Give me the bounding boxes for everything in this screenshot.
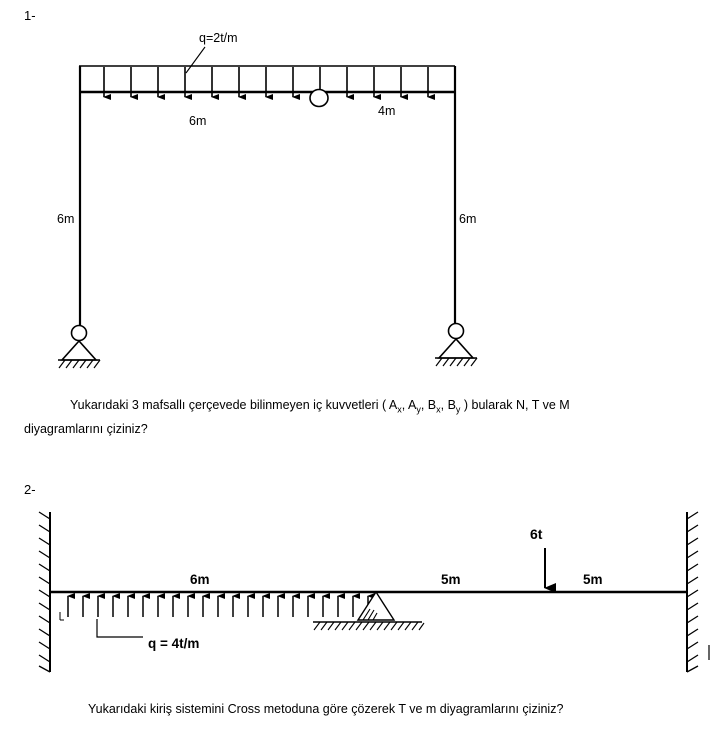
fixed-support-right: [687, 512, 698, 672]
support-left: [58, 326, 100, 369]
load-extent-ticks: [60, 612, 64, 620]
fixed-support-left: [39, 512, 50, 672]
label-dist-load: q = 4t/m: [148, 636, 200, 651]
hinge-middle: [310, 90, 328, 107]
q1-sub-ay: y: [416, 404, 421, 415]
q1-caption-mid2: , B: [420, 398, 437, 412]
label-point-load: 6t: [530, 526, 543, 542]
support-triangle-right: [439, 339, 473, 358]
label-column-left: 6m: [57, 212, 75, 226]
q1-sub-by: y: [455, 404, 461, 415]
dist-load-label-leader: [97, 619, 143, 637]
q1-sub-bx: x: [436, 404, 441, 415]
label-span-left: 6m: [189, 114, 207, 128]
support-triangle-left: [62, 341, 96, 360]
question-1-number: 1-: [24, 8, 36, 23]
q1-caption-part1: Yukarıdaki 3 mafsallı çerçevede bilinmeyen iç kuvvetleri ( A: [70, 398, 398, 412]
distributed-load-up-arrows: [68, 596, 368, 617]
question-1-caption: [24, 396, 624, 439]
load-label-leader: [186, 47, 205, 73]
q1-caption-end: ) bularak N, T ve M diyagramlarını çiziniz?: [24, 398, 570, 436]
label-column-right: 6m: [459, 212, 477, 226]
label-span-3: 5m: [583, 572, 603, 587]
hinge-left: [72, 326, 87, 341]
label-span-2: 5m: [441, 572, 461, 587]
q1-sub-ax: x: [397, 404, 402, 415]
question-2-number: 2-: [24, 482, 36, 497]
figure-2-beam: [39, 512, 709, 672]
support-right: [435, 324, 477, 367]
label-span-right: 4m: [378, 104, 396, 118]
hinge-right: [449, 324, 464, 339]
label-q-load: q=2t/m: [199, 31, 238, 45]
figure-1-frame: [57, 31, 477, 368]
q1-caption-mid1: , A: [401, 398, 417, 412]
q1-caption-mid3: , B: [440, 398, 456, 412]
question-2-caption: Yukarıdaki kiriş sistemini Cross metoduna göre çözerek T ve m diyagramlarını çiziniz?: [88, 702, 564, 716]
label-span-1: 6m: [190, 572, 210, 587]
